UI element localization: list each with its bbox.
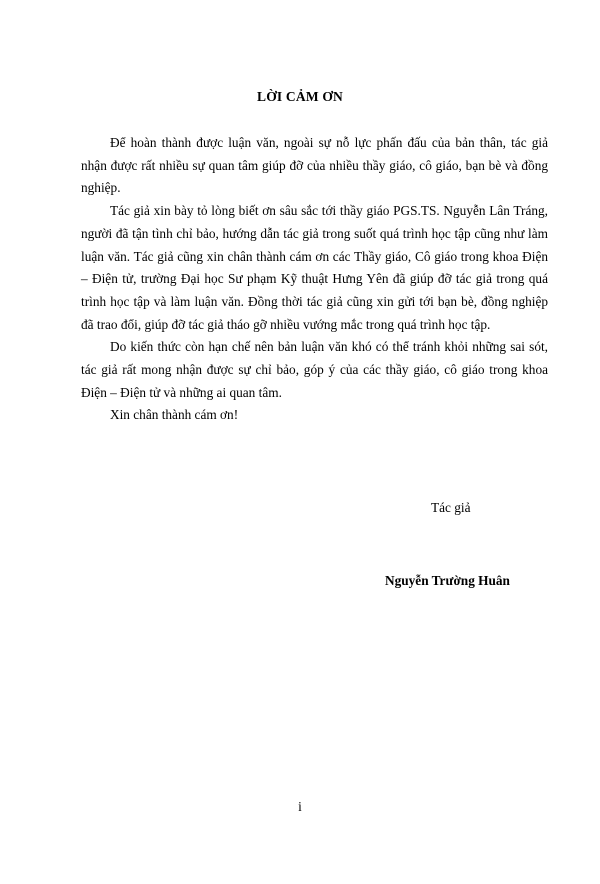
page-title: LỜI CẢM ƠN xyxy=(257,89,343,104)
paragraph-limitations: Do kiến thức còn hạn chế nên bản luận văn khó có thể tránh khỏi những sai sót, tác giả rất mong nhận được sự chỉ bảo, góp ý của các thầy giáo, cô giáo trong khoa Điện – Điện tử và những ai quan tâm. xyxy=(81,339,548,400)
paragraph-gratitude: Tác giả xin bày tỏ lòng biết ơn sâu sắc tới thầy giáo PGS.TS. Nguyễn Lân Tráng, người đã tận tình chỉ bảo, hướng dẫn tác giả trong suốt quá trình học tập cũng như làm luận văn. Tác giả cũng xin chân thành cám ơn các Thầy giáo, Cô giáo trong khoa Điện – Điện tử, trường Đại học Sư phạm Kỹ thuật Hưng Yên đã giúp đỡ tác giả trong quá trình học tập và làm luận văn. Đồng thời tác giả cũng xin gửi tới bạn bè, đồng nghiệp đã trao đổi, giúp đỡ tác giả tháo gỡ nhiều vướng mắc trong quá trình học tập. xyxy=(81,203,548,332)
signature-label: Tác giả xyxy=(431,500,471,515)
paragraph-closing: Xin chân thành cám ơn! xyxy=(110,407,239,423)
paragraph-intro: Để hoàn thành được luận văn, ngoài sự nỗ lực phấn đấu của bản thân, tác giả nhận được rất nhiều sự quan tâm giúp đỡ của nhiều thầy giáo, cô giáo, bạn bè và đồng nghiệp. xyxy=(81,135,548,196)
body-text xyxy=(81,132,548,427)
page-number: i xyxy=(298,799,302,814)
author-name: Nguyễn Trường Huân xyxy=(385,573,510,588)
